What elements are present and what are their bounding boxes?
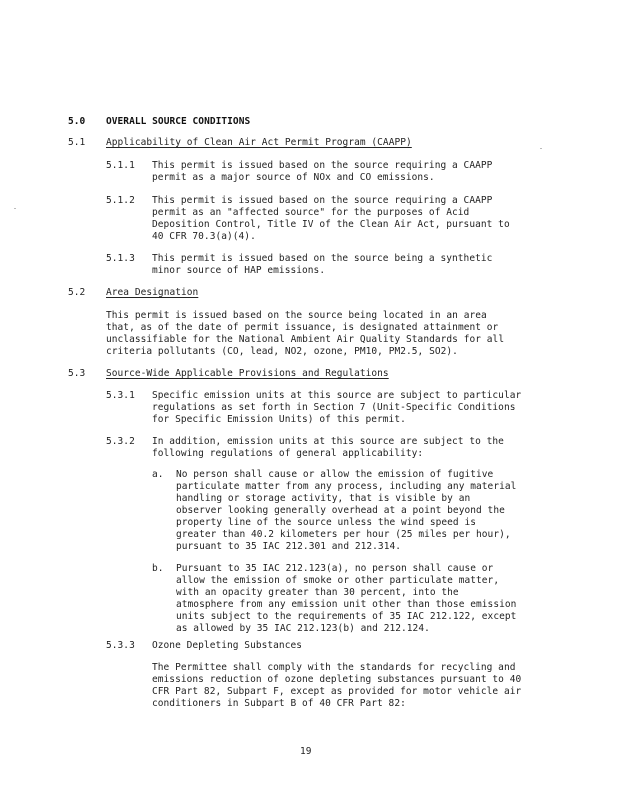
paragraph-line: units subject to the requirements of 35 IAC 212.122, except <box>176 611 517 622</box>
paragraph-line: following regulations of general applicability: <box>152 448 424 459</box>
paragraph-line: allow the emission of smoke or other particulate matter, <box>176 575 500 586</box>
page-number: 19 <box>300 746 312 757</box>
paragraph-line: unclassifiable for the National Ambient Air Quality Standards for all <box>106 334 505 345</box>
section-number: 5.1 <box>68 137 86 148</box>
section-title: Area Designation <box>106 287 199 298</box>
section-number: 5.3 <box>68 368 86 379</box>
paragraph-line: This permit is issued based on the source requiring a CAAPP <box>152 160 493 171</box>
paragraph-line: as allowed by 35 IAC 212.123(b) and 212.124. <box>176 623 430 634</box>
paragraph-line: that, as of the date of permit issuance, is designated attainment or <box>106 322 499 333</box>
paragraph-line: emissions reduction of ozone depleting substances pursuant to 40 <box>152 674 522 685</box>
subitem-letter: b. <box>152 563 164 574</box>
paragraph-line: permit as an "affected source" for the purposes of Acid <box>152 207 470 218</box>
paragraph-line: conditioners in Subpart B of 40 CFR Part 82: <box>152 698 406 709</box>
item-number: 5.3.1 <box>106 390 135 401</box>
section-number: 5.2 <box>68 287 86 298</box>
paragraph-line: with an opacity greater than 30 percent, into the <box>176 587 459 598</box>
item-number: 5.1.3 <box>106 253 135 264</box>
item-number: 5.3.2 <box>106 436 135 447</box>
section-title: Applicability of Clean Air Act Permit Program (CAAPP) <box>106 137 412 148</box>
paragraph-line: minor source of HAP emissions. <box>152 265 326 276</box>
paragraph-line: Specific emission units at this source are subject to particular <box>152 390 522 401</box>
subitem-letter: a. <box>152 469 164 480</box>
paragraph-line: observer looking generally overhead at a point beyond the <box>176 505 505 516</box>
paragraph-line: 40 CFR 70.3(a)(4). <box>152 231 256 242</box>
section-title: OVERALL SOURCE CONDITIONS <box>106 116 251 127</box>
paragraph-line: In addition, emission units at this source are subject to the <box>152 436 504 447</box>
paragraph-line: The Permittee shall comply with the standards for recycling and <box>152 662 516 673</box>
paragraph-line: permit as a major source of NOx and CO emissions. <box>152 172 435 183</box>
paragraph-line: This permit is issued based on the source being a synthetic <box>152 253 493 264</box>
paragraph-line: particulate matter from any process, including any material <box>176 481 517 492</box>
item-number: 5.1.1 <box>106 160 135 171</box>
item-number: 5.1.2 <box>106 195 135 206</box>
paragraph-line: property line of the source unless the wind speed is <box>176 517 477 528</box>
paragraph-line: This permit is issued based on the source being located in an area <box>106 310 487 321</box>
scan-speck <box>540 148 542 149</box>
paragraph-line: handling or storage activity, that is visible by an <box>176 493 471 504</box>
scan-speck <box>14 208 16 209</box>
section-title: Source-Wide Applicable Provisions and Regulations <box>106 368 389 379</box>
paragraph-line: for Specific Emission Units) of this permit. <box>152 414 406 425</box>
paragraph-line: No person shall cause or allow the emission of fugitive <box>176 469 494 480</box>
paragraph-line: atmosphere from any emission unit other than those emission <box>176 599 517 610</box>
paragraph-line: greater than 40.2 kilometers per hour (25 miles per hour), <box>176 529 511 540</box>
paragraph-line: This permit is issued based on the source requiring a CAAPP <box>152 195 493 206</box>
paragraph-line: regulations as set forth in Section 7 (Unit-Specific Conditions <box>152 402 516 413</box>
paragraph-line: pursuant to 35 IAC 212.301 and 212.314. <box>176 541 402 552</box>
section-number: 5.0 <box>68 116 86 127</box>
item-title: Ozone Depleting Substances <box>152 640 303 651</box>
paragraph-line: criteria pollutants (CO, lead, NO2, ozone, PM10, PM2.5, SO2). <box>106 346 458 357</box>
paragraph-line: Pursuant to 35 IAC 212.123(a), no person shall cause or <box>176 563 494 574</box>
paragraph-line: CFR Part 82, Subpart F, except as provided for motor vehicle air <box>152 686 522 697</box>
paragraph-line: Deposition Control, Title IV of the Clean Air Act, pursuant to <box>152 219 510 230</box>
item-number: 5.3.3 <box>106 640 135 651</box>
